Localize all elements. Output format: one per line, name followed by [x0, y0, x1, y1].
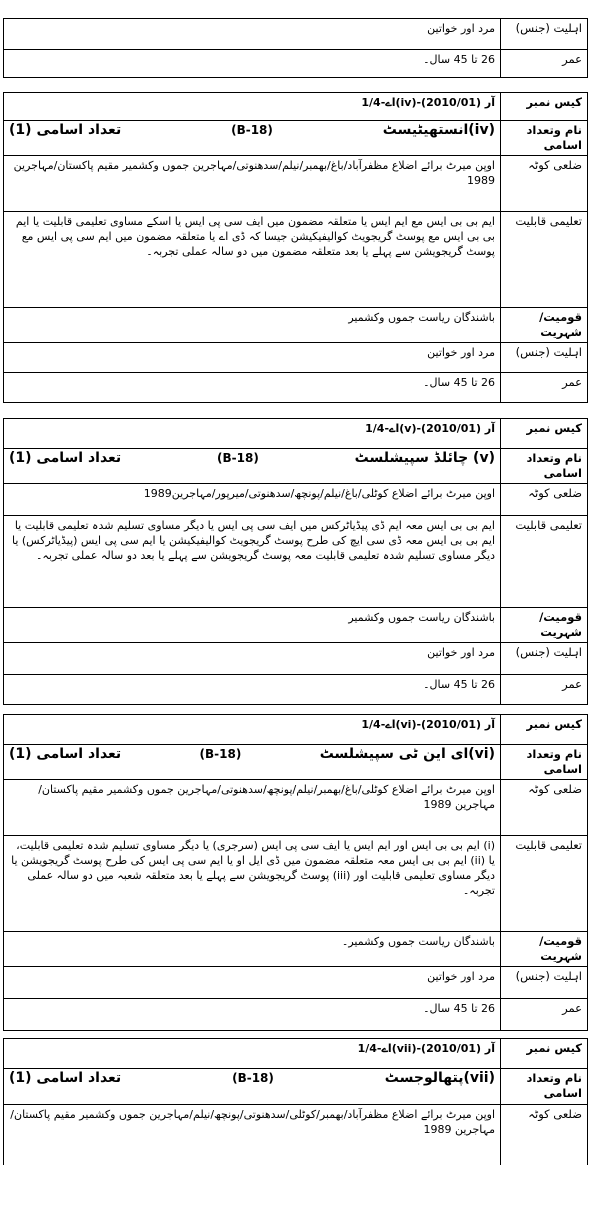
post-grade: (B-18) — [217, 451, 259, 465]
post-cell — [4, 745, 501, 780]
post-row — [4, 1069, 588, 1105]
quota-value: اوپن میرٹ برائے اضلاع کوٹلی/باغ/بھمبر/نیلم/پونچھ/سدھنوتی/مہاجرین جموں وکشمیر مقیم پاکستان/مہاجرین 1989 — [4, 780, 501, 836]
gender-value: مرد اور خواتین — [4, 967, 501, 999]
case-table-vi — [3, 714, 588, 1031]
post-grade: (B-18) — [231, 123, 273, 137]
quota-value: اوپن میرٹ برائے اضلاع مظفرآباد/بھمبر/کوٹلی/سدھنوتی/پونچھ/نیلم/مہاجرین جموں وکشمیر مقیم پاکستان/مہاجرین 1989 — [4, 1105, 501, 1165]
age-label: عمر — [501, 373, 588, 403]
case-no-label: کیس نمبر — [501, 715, 588, 745]
quota-label: ضلعی کوٹہ — [501, 1105, 588, 1165]
gender-label: اہلیت (جنس) — [501, 967, 588, 999]
age-value: 26 تا 45 سال۔ — [4, 373, 501, 403]
gender-row — [4, 967, 588, 999]
gender-row — [4, 19, 588, 50]
education-value: ایم بی بی ایس معہ ایم ڈی پیڈیاٹرکس میں ایف سی پی ایس یا دیگر مساوی تسلیم شدہ تعلیمی قابلیت یا ایم بی بی ایس معہ ڈی سی ایچ کی طرح پوسٹ گریجویٹ کوالیفیکیشن یا ایم سی پی ایس (پیڈیاٹرکس) یا دیگر مساوی تسلیم شدہ تعلیمی قابلیت معہ پوسٹ گریجویشن سے پہلے یا بعد دو سالہ عملی تجربہ۔ — [4, 516, 501, 608]
post-count: تعداد اسامی (1) — [9, 450, 122, 466]
case-no-label: کیس نمبر — [501, 93, 588, 121]
gender-value: مرد اور خواتین — [4, 343, 501, 373]
education-value: ایم بی بی ایس مع ایم ایس یا متعلقہ مضمون میں ایف سی پی ایس یا اسکے مساوی تعلیمی قابلیت یا ایم بی بی ایس مع پوسٹ گریجویٹ کوالیفیکیشن جیسا کہ ڈی اے یا متعلقہ مضمون میں ایم سی پی ایس مع پوسٹ گریجویشن سے پہلے یا بعد متعلقہ مضمون میں دو سالہ عملی تجربہ۔ — [4, 212, 501, 308]
quota-label: ضلعی کوٹہ — [501, 484, 588, 516]
quota-row — [4, 780, 588, 836]
age-label: عمر — [501, 999, 588, 1031]
post-row — [4, 745, 588, 780]
domicile-label: قومیت/شہریت — [501, 308, 588, 343]
case-no-label: کیس نمبر — [501, 1039, 588, 1069]
education-label: تعلیمی قابلیت — [501, 516, 588, 608]
case-code: اے-1/4(vii)-آر (2010/01) — [4, 1039, 501, 1069]
gender-label: اہلیت (جنس) — [501, 643, 588, 675]
post-count: تعداد اسامی (1) — [9, 746, 122, 762]
post-row — [4, 449, 588, 484]
post-cell — [4, 1069, 501, 1105]
post-name-label: نام وتعداد اسامی — [501, 1069, 588, 1105]
domicile-value: باشندگان ریاست جموں وکشمیر — [4, 608, 501, 643]
age-row — [4, 675, 588, 705]
quota-value: اوپن میرٹ برائے اضلاع مظفرآباد/باغ/بھمبر/نیلم/سدھنوتی/مہاجرین جموں وکشمیر مقیم پاکستان/مہاجرین 1989 — [4, 156, 501, 212]
gender-value: مرد اور خواتین — [4, 643, 501, 675]
gender-row — [4, 343, 588, 373]
quota-row — [4, 1105, 588, 1165]
case-no-label: کیس نمبر — [501, 419, 588, 449]
domicile-row — [4, 308, 588, 343]
top-partial-table — [3, 18, 588, 78]
age-value: 26 تا 45 سال۔ — [4, 675, 501, 705]
case-code: اے-1/4(vi)-آر (2010/01) — [4, 715, 501, 745]
post-name-label: نام وتعداد اسامی — [501, 745, 588, 780]
domicile-label: قومیت/شہریت — [501, 608, 588, 643]
quota-row — [4, 484, 588, 516]
age-row — [4, 999, 588, 1031]
gender-value: مرد اور خواتین — [4, 19, 501, 50]
post-name: (iv)انستھیٹیسٹ — [382, 122, 495, 138]
education-label: تعلیمی قابلیت — [501, 212, 588, 308]
quota-value: اوپن میرٹ برائے اضلاع کوٹلی/باغ/نیلم/پونچھ/سدھنوتی/میرپور/مہاجرین1989 — [4, 484, 501, 516]
domicile-label: قومیت/شہریت — [501, 932, 588, 967]
case-row — [4, 715, 588, 745]
age-value: 26 تا 45 سال۔ — [4, 50, 501, 78]
post-name-label: نام وتعداد اسامی — [501, 449, 588, 484]
domicile-row — [4, 932, 588, 967]
post-grade: (B-18) — [232, 1071, 274, 1085]
post-grade: (B-18) — [199, 747, 242, 761]
post-cell — [4, 121, 501, 156]
quota-label: ضلعی کوٹہ — [501, 780, 588, 836]
quota-label: ضلعی کوٹہ — [501, 156, 588, 212]
case-table-vii — [3, 1038, 588, 1165]
education-row — [4, 212, 588, 308]
education-row — [4, 836, 588, 932]
case-table-v — [3, 418, 588, 705]
age-row — [4, 50, 588, 78]
domicile-row — [4, 608, 588, 643]
gender-label: اہلیت (جنس) — [501, 19, 588, 50]
gender-row — [4, 643, 588, 675]
age-label: عمر — [501, 50, 588, 78]
post-name: (v) چائلڈ سپیشلسٹ — [354, 450, 495, 466]
case-table-iv — [3, 92, 588, 403]
age-value: 26 تا 45 سال۔ — [4, 999, 501, 1031]
domicile-value: باشندگان ریاست جموں وکشمیر۔ — [4, 932, 501, 967]
post-row — [4, 121, 588, 156]
education-row — [4, 516, 588, 608]
education-value: (i) ایم بی بی ایس اور ایم ایس یا ایف سی پی ایس (سرجری) یا دیگر مساوی تسلیم شدہ تعلیمی قابلیت، یا (ii) ایم بی بی ایس معہ متعلقہ مضمون میں ڈی ایل او یا ایم سی پی ایس کی طرح پوسٹ گریجویشن یا دیگر مساوی تعلیمی قابلیت اور (iii) پوسٹ گریجویشن سے پہلے یا بعد متعلقہ شعبہ میں دو سالہ عملی تجربہ۔ — [4, 836, 501, 932]
post-name: (vi)ای این ٹی سپیشلسٹ — [319, 746, 495, 762]
case-row — [4, 1039, 588, 1069]
post-cell — [4, 449, 501, 484]
case-code: اے-1/4(iv)-آر (2010/01) — [4, 93, 501, 121]
quota-row — [4, 156, 588, 212]
case-row — [4, 419, 588, 449]
post-name: (vii)پتھالوجسٹ — [384, 1070, 495, 1086]
case-code: اے-1/4(v)-آر (2010/01) — [4, 419, 501, 449]
domicile-value: باشندگان ریاست جموں وکشمیر — [4, 308, 501, 343]
gender-label: اہلیت (جنس) — [501, 343, 588, 373]
post-name-label: نام وتعداد اسامی — [501, 121, 588, 156]
case-row — [4, 93, 588, 121]
post-count: تعداد اسامی (1) — [9, 122, 122, 138]
age-label: عمر — [501, 675, 588, 705]
age-row — [4, 373, 588, 403]
post-count: تعداد اسامی (1) — [9, 1070, 122, 1086]
education-label: تعلیمی قابلیت — [501, 836, 588, 932]
